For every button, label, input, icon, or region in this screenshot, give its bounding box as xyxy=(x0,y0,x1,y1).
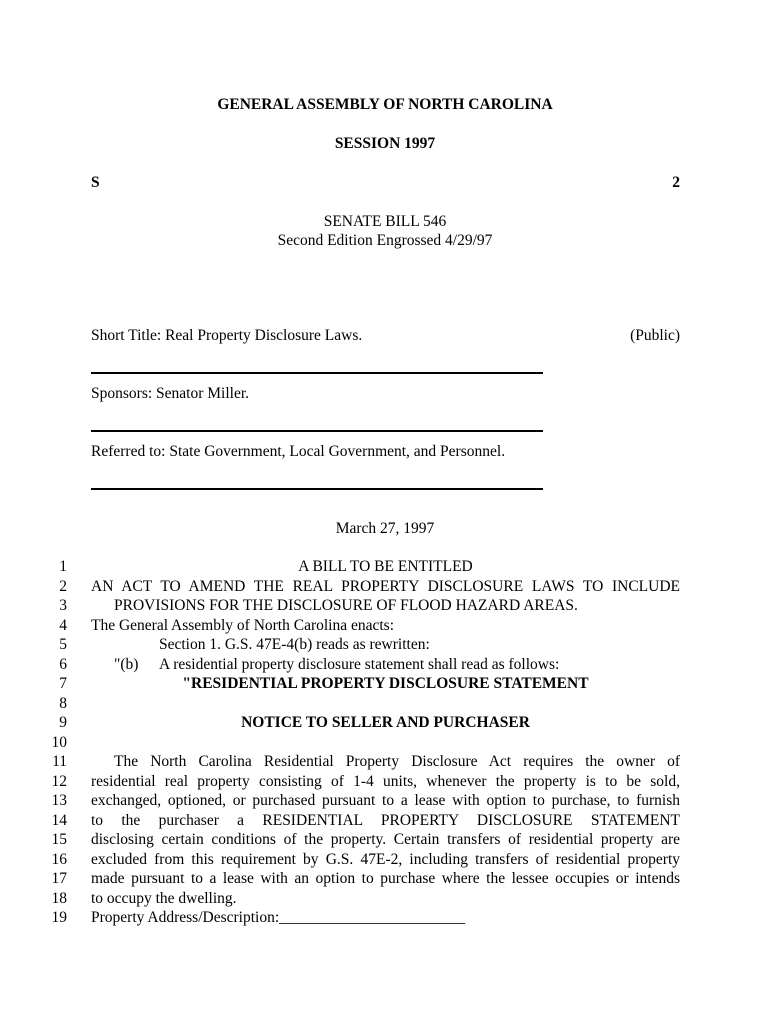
divider-3 xyxy=(91,488,543,490)
property-address-field: Property Address/Description:________________________ xyxy=(91,909,466,926)
act-title-line-2: PROVISIONS FOR THE DISCLOSURE OF FLOOD HAZARD AREAS. xyxy=(114,597,578,614)
line-number: 9 xyxy=(59,714,67,731)
line-number: 17 xyxy=(51,870,67,887)
divider-1 xyxy=(91,372,543,374)
paragraph-line-15: disclosing certain conditions of the property. Certain transfers of residential property are xyxy=(91,831,680,848)
line-number: 10 xyxy=(51,733,67,751)
line-number: 13 xyxy=(51,792,67,809)
paragraph-line-11: The North Carolina Residential Property Disclosure Act requires the owner of xyxy=(114,753,680,770)
bill-name: SENATE BILL 546 xyxy=(323,213,447,230)
divider-2 xyxy=(91,430,543,432)
line-number: 19 xyxy=(51,909,67,926)
line-number: 12 xyxy=(51,772,67,790)
act-title-line-1: AN ACT TO AMEND THE REAL PROPERTY DISCLOSURE LAWS TO INCLUDE xyxy=(91,577,680,595)
line-number: 4 xyxy=(59,616,67,634)
line-number: 11 xyxy=(52,753,67,770)
line-number: 16 xyxy=(51,850,67,868)
bill-entitled-heading: A BILL TO BE ENTITLED xyxy=(298,558,473,575)
line-number: 7 xyxy=(59,675,67,692)
assembly-heading: GENERAL ASSEMBLY OF NORTH CAROLINA xyxy=(217,96,553,113)
short-title: Short Title: Real Property Disclosure Laws. xyxy=(91,327,363,344)
statement-title: "RESIDENTIAL PROPERTY DISCLOSURE STATEMENT xyxy=(182,675,589,692)
paragraph-line-16: excluded from this requirement by G.S. 47E-2, including transfers of residential property xyxy=(91,850,680,868)
line-number: 5 xyxy=(59,636,67,653)
enacting-clause: The General Assembly of North Carolina enacts: xyxy=(91,616,395,634)
line-number: 8 xyxy=(59,694,67,712)
line-number: 15 xyxy=(51,831,67,848)
page-number: 2 xyxy=(672,174,680,191)
line-number: 2 xyxy=(59,577,67,595)
paragraph-line-12: residential real property consisting of 1-4 units, whenever the property is to be sold, xyxy=(91,772,680,790)
session-heading: SESSION 1997 xyxy=(334,135,436,152)
bill-edition: Second Edition Engrossed 4/29/97 xyxy=(277,232,493,249)
paragraph-line-13: exchanged, optioned, or purchased pursuant to a lease with option to purchase, to furnish xyxy=(91,792,680,809)
paragraph-line-14: to the purchaser a RESIDENTIAL PROPERTY DISCLOSURE STATEMENT xyxy=(91,811,680,829)
chamber-letter: S xyxy=(91,174,100,191)
referred-to: Referred to: State Government, Local Government, and Personnel. xyxy=(91,443,506,460)
subsection-text: A residential property disclosure statement shall read as follows: xyxy=(159,655,560,673)
paragraph-line-17: made pursuant to a lease with an option to purchase where the lessee occupies or intends xyxy=(91,870,680,887)
line-number: 6 xyxy=(59,655,67,673)
section-1-heading: Section 1. G.S. 47E-4(b) reads as rewritten: xyxy=(159,636,430,653)
notice-heading: NOTICE TO SELLER AND PURCHASER xyxy=(241,714,530,731)
line-number: 1 xyxy=(59,558,67,575)
line-number: 3 xyxy=(59,597,67,614)
line-number: 14 xyxy=(51,811,67,829)
bill-date: March 27, 1997 xyxy=(335,520,435,537)
public-label: (Public) xyxy=(630,327,680,344)
sponsors: Sponsors: Senator Miller. xyxy=(91,385,250,402)
line-number: 18 xyxy=(51,889,67,907)
subsection-label: "(b) xyxy=(114,655,139,673)
paragraph-line-18: to occupy the dwelling. xyxy=(91,889,237,907)
